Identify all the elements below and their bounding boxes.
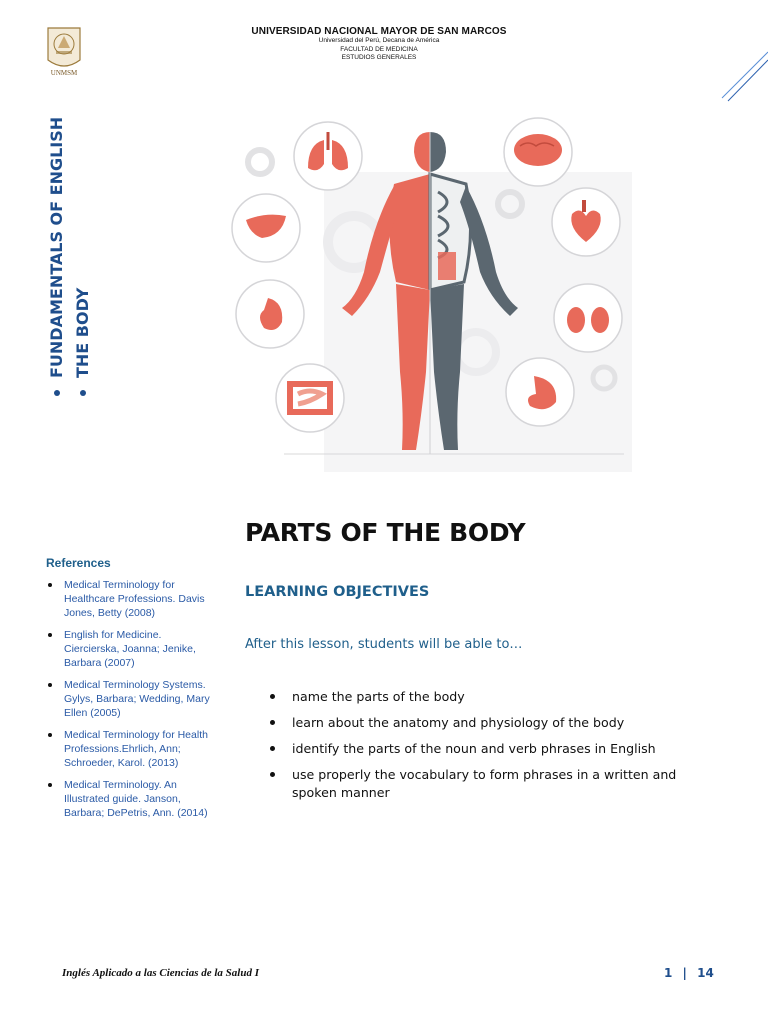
reference-item[interactable]: Medical Terminology Systems. Gylys, Barbara; Wedding, Mary Ellen (2005) <box>46 678 216 720</box>
decorative-lines <box>716 48 768 104</box>
page-number <box>664 966 714 980</box>
reference-item[interactable]: Medical Terminology. An Illustrated guide. Janson, Barbara; DePetris, Ann. (2014) <box>46 778 216 820</box>
side-title <box>44 112 96 402</box>
page-current: 1 <box>664 966 673 980</box>
page-separator: | <box>682 966 687 980</box>
gear-icon <box>248 150 272 174</box>
stomach-icon <box>236 280 304 348</box>
university-logo <box>44 24 84 80</box>
kidneys-icon <box>554 284 622 352</box>
heart-icon <box>552 188 620 256</box>
objective-item: name the parts of the body <box>268 688 708 706</box>
objective-item: identify the parts of the noun and verb phrases in English <box>268 740 708 758</box>
reference-item[interactable]: Medical Terminology for Healthcare Professions. Davis Jones, Betty (2008) <box>46 578 216 620</box>
references <box>46 556 216 828</box>
faculty-name: FACULTAD DE MEDICINA <box>340 45 418 53</box>
header <box>220 26 538 63</box>
intestines-icon <box>276 364 344 432</box>
learning-objectives-heading: LEARNING OBJECTIVES <box>245 584 430 600</box>
university-name: UNIVERSIDAD NACIONAL MAYOR DE SAN MARCOS <box>251 26 507 37</box>
page-title: PARTS OF THE BODY <box>245 518 526 547</box>
reference-item[interactable]: English for Medicine. Ciercierska, Joanna; Jenike, Barbara (2007) <box>46 628 216 670</box>
learning-objectives-list <box>268 688 708 810</box>
body-illustration <box>224 112 636 472</box>
learning-objectives-intro: After this lesson, students will be able to… <box>245 637 523 652</box>
objective-item: use properly the vocabulary to form phrases in a written and spoken manner <box>268 766 708 801</box>
reference-item[interactable]: Medical Terminology for Health Professions.Ehrlich, Ann; Schroeder, Karol. (2013) <box>46 728 216 770</box>
side-title-item-2: THE BODY <box>70 112 96 402</box>
side-title-item-1: FUNDAMENTALS OF ENGLISH <box>44 112 70 402</box>
references-heading: References <box>46 556 111 570</box>
logo-text: UNMSM <box>50 69 78 77</box>
footer-course: Inglés Aplicado a las Ciencias de la Salud I <box>62 967 260 979</box>
brain-icon <box>504 118 572 186</box>
liver-icon <box>232 194 300 262</box>
university-tagline: Universidad del Perú, Decana de América <box>318 37 440 44</box>
stomach-2-icon <box>506 358 574 426</box>
objective-item: learn about the anatomy and physiology of the body <box>268 714 708 732</box>
department-name: ESTUDIOS GENERALES <box>341 54 417 61</box>
page-total: 14 <box>697 966 714 980</box>
lungs-icon <box>294 122 362 190</box>
